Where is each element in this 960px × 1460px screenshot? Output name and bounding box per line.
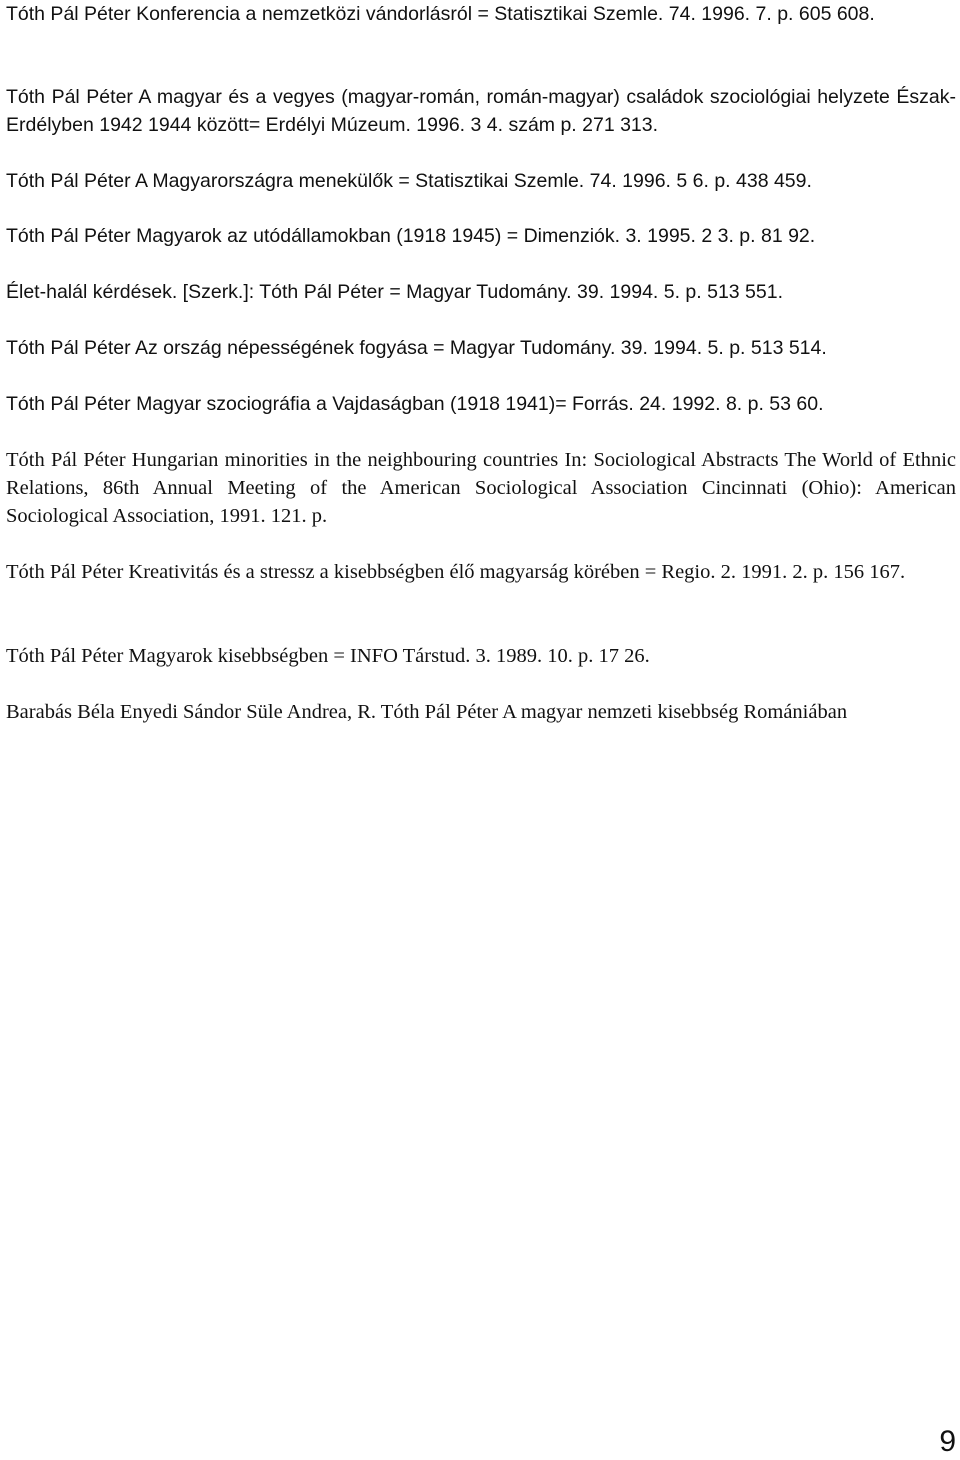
bibliography-entry-5: Élet-halál kérdések. [Szerk.]: Tóth Pál Péter = Magyar Tudomány. 39. 1994. 5. p. 513 551.	[6, 281, 784, 303]
bibliography-entry-10: Tóth Pál Péter Magyarok kisebbségben = INFO Társtud. 3. 1989. 10. p. 17 26.	[6, 645, 650, 667]
bibliography-entry-11: Barabás Béla Enyedi Sándor Süle Andrea, R. Tóth Pál Péter A magyar nemzeti kisebbség Romániában	[6, 701, 848, 723]
bibliography-entry-6: Tóth Pál Péter Az ország népességének fogyása = Magyar Tudomány. 39. 1994. 5. p. 513 514.	[6, 337, 827, 359]
bibliography-entry-1: Tóth Pál Péter Konferencia a nemzetközi vándorlásról = Statisztikai Szemle. 74. 1996. 7. p. 605 608.	[6, 3, 875, 25]
bibliography-entry-4: Tóth Pál Péter Magyarok az utódállamokban (1918 1945) = Dimenziók. 3. 1995. 2 3. p. 81 92.	[6, 225, 816, 247]
bibliography-entry-3: Tóth Pál Péter A Magyarországra menekülők = Statisztikai Szemle. 74. 1996. 5 6. p. 438 459.	[6, 170, 812, 192]
bibliography-entry-7: Tóth Pál Péter Magyar szociográfia a Vajdaságban (1918 1941)= Forrás. 24. 1992. 8. p. 53 60.	[6, 393, 824, 415]
bibliography-entry-2: Tóth Pál Péter A magyar és a vegyes (magyar-román, román-magyar) családok szociológiai helyzete Észak-Erdélyben 1942 1944 között= Erdélyi Múzeum. 1996. 3 4. szám p. 271 313.	[6, 86, 956, 136]
page-number: 9	[939, 1425, 956, 1458]
bibliography-entry-8: Tóth Pál Péter Hungarian minorities in the neighbouring countries In: Sociological Abstracts The World of Ethnic Relations, 86th Annual Meeting of the American Sociological Association Cincinnati (Ohio): American Sociological Association, 1991. 121. p.	[6, 449, 956, 527]
bibliography-entry-9: Tóth Pál Péter Kreativitás és a stressz a kisebbségben élő magyarság körében = Regio. 2. 1991. 2. p. 156 167.	[6, 561, 906, 583]
